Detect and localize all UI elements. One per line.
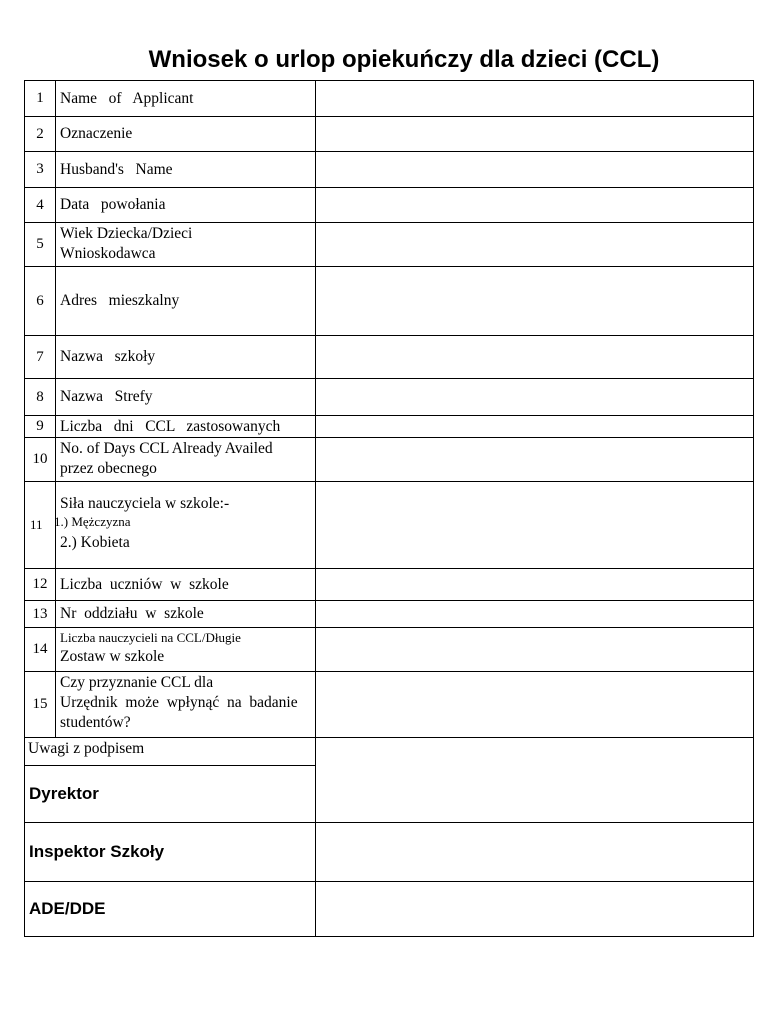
row-label <box>55 568 316 601</box>
row-label <box>55 187 316 223</box>
row-value-field[interactable] <box>315 222 754 267</box>
row-label-text: Adres mieszkalny <box>60 292 180 309</box>
row-label <box>55 222 316 267</box>
row-label <box>55 151 316 188</box>
signatory-school-inspector: Inspektor Szkoły <box>24 822 316 882</box>
remarks-label-text: Uwagi z podpisem <box>28 740 145 757</box>
row-value-field[interactable] <box>315 481 754 569</box>
row-label-text: przez obecnego <box>60 460 157 477</box>
row-number: 13 <box>24 600 56 628</box>
row-value-field[interactable] <box>315 151 754 188</box>
row-label-text: Liczba nauczycieli na CCL/Długie <box>60 630 241 645</box>
row-number: 14 <box>24 627 56 672</box>
inspector-signature-field[interactable] <box>315 822 754 882</box>
row-label-text: Liczba dni CCL zastosowanych <box>60 417 281 435</box>
row-number: 5 <box>24 222 56 267</box>
row-label <box>55 335 316 379</box>
row-label <box>55 116 316 152</box>
row-value-field[interactable] <box>315 378 754 416</box>
director-signature-field[interactable] <box>315 737 754 823</box>
row-label-text: Zostaw w szkole <box>60 648 165 665</box>
row-label-text: 1.) Mężczyzna <box>54 514 131 529</box>
row-number: 7 <box>24 335 56 379</box>
row-label <box>55 481 316 569</box>
row-value-field[interactable] <box>315 266 754 336</box>
row-label-text: Urzędnik może wpłynąć na badanie <box>60 694 298 711</box>
form-title: Wniosek o urlop opiekuńczy dla dzieci (CCL) <box>148 46 660 73</box>
row-label-text: Nazwa Strefy <box>60 388 153 405</box>
row-label-text: Siła nauczyciela w szkole:- <box>60 495 230 512</box>
row-label <box>55 80 316 117</box>
row-number: 12 <box>24 568 56 601</box>
row-label-text: Czy przyznanie CCL dla <box>60 674 214 691</box>
row-number: 6 <box>24 266 56 336</box>
row-label <box>55 437 316 482</box>
row-label-text: Nr oddziału w szkole <box>60 605 204 622</box>
row-label-text: Data powołania <box>60 196 166 213</box>
row-label-text: Wnioskodawca <box>60 245 156 262</box>
row-value-field[interactable] <box>315 627 754 672</box>
row-label-text: 2.) Kobieta <box>60 534 130 551</box>
signatory-ade-dde: ADE/DDE <box>24 881 316 937</box>
ade-dde-signature-field[interactable] <box>315 881 754 937</box>
row-label-text: Liczba uczniów w szkole <box>60 575 229 593</box>
row-value-field[interactable] <box>315 671 754 738</box>
row-label <box>55 378 316 416</box>
row-label-text: Oznaczenie <box>60 125 133 142</box>
row-label <box>55 627 316 672</box>
row-value-field[interactable] <box>315 437 754 482</box>
row-value-field[interactable] <box>315 80 754 117</box>
row-label <box>55 266 316 336</box>
row-number: 10 <box>24 437 56 482</box>
row-label-text: Husband's Name <box>60 160 173 178</box>
row-value-field[interactable] <box>315 600 754 628</box>
row-label <box>55 671 316 738</box>
row-label-text: No. of Days CCL Already Availed <box>60 440 273 457</box>
row-label <box>55 600 316 628</box>
row-value-field[interactable] <box>315 568 754 601</box>
row-value-field[interactable] <box>315 187 754 223</box>
remarks-label <box>24 737 316 766</box>
row-number: 2 <box>24 116 56 152</box>
row-label <box>55 415 316 438</box>
row-number: 3 <box>24 151 56 188</box>
row-value-field[interactable] <box>315 415 754 438</box>
row-number: 1 <box>24 80 56 117</box>
row-number: 4 <box>24 187 56 223</box>
row-number: 15 <box>24 671 56 738</box>
row-label-text: studentów? <box>60 714 131 731</box>
row-number: 9 <box>24 415 56 438</box>
row-value-field[interactable] <box>315 335 754 379</box>
row-label-text: Name of Applicant <box>60 89 194 107</box>
row-label-text: Nazwa szkoły <box>60 348 156 365</box>
row-number: 11 <box>24 481 56 569</box>
row-number: 8 <box>24 378 56 416</box>
row-value-field[interactable] <box>315 116 754 152</box>
signatory-director: Dyrektor <box>24 765 316 823</box>
row-label-text: Wiek Dziecka/Dzieci <box>60 225 193 242</box>
